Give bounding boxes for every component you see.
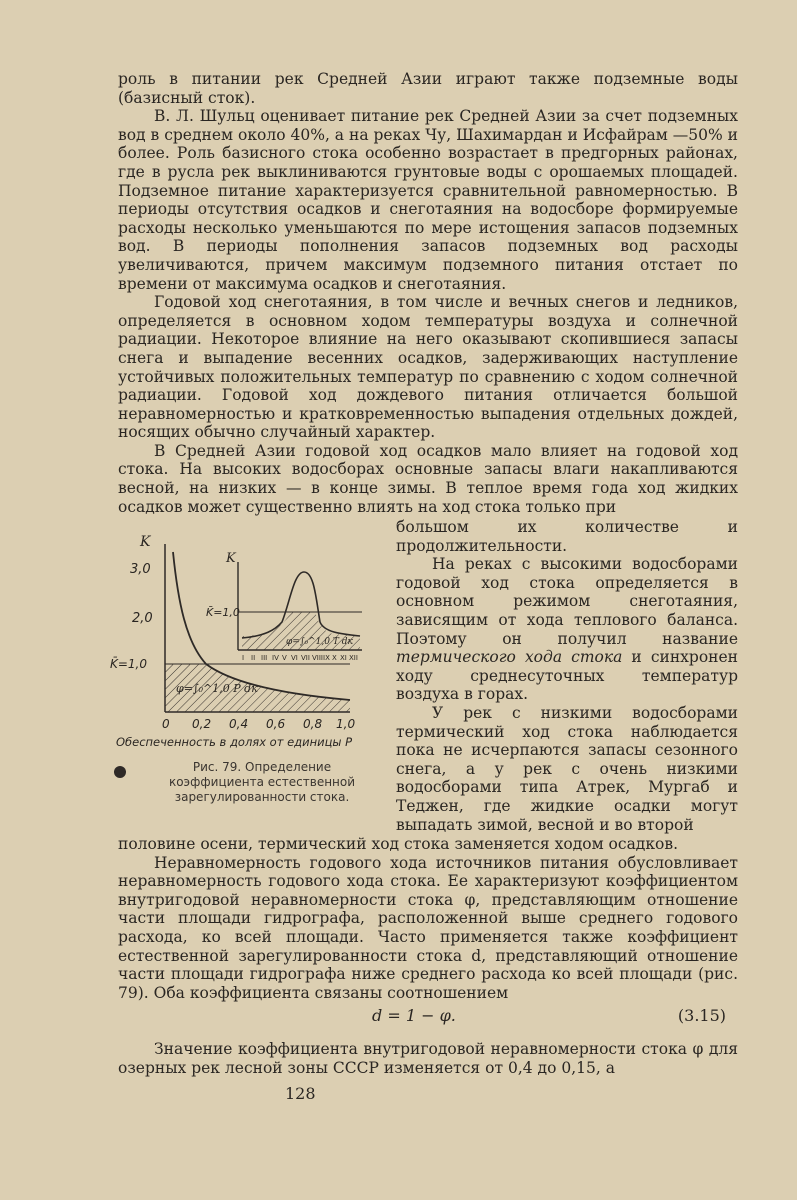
x-tick-10: 1,0	[336, 717, 356, 731]
figure-79-graphic	[110, 532, 380, 752]
paragraph-lake-rivers: Значение коэффициента внутригодовой неравномерности стока φ для озерных рек лесной зоны СССР изменяется от 0,4 до 0,15, а	[118, 1040, 738, 1077]
right-y-label: K	[226, 551, 236, 566]
paragraph-central-asia: В Средней Азии годовой ход осадков мало влияет на годовой ход стока. На высоких водосборах основные запасы влаги накапливаются весной, на низких — в конце зимы. В теплое время года ход жидких осадков может существенно влиять на ход стока только при	[118, 441, 738, 516]
right-mean-label: K̄=1,0	[206, 606, 240, 619]
side-p2-text-a: На реках с высокими водосборами годовой ход стока определяется в основном режимом снеготаяния, зависящим от хода теплового баланса. Поэтому он получил название	[396, 555, 738, 648]
caption-text: Рис. 79. Определение коэффициента естественной зарегулированности стока.	[168, 760, 356, 804]
month-label: XI	[340, 654, 347, 662]
month-label: IV	[272, 654, 279, 662]
left-tick-3: 3,0	[130, 562, 151, 577]
formula-3-15	[118, 1006, 738, 1028]
month-label: VII	[301, 654, 310, 662]
x-tick-02: 0,2	[192, 717, 212, 731]
month-labels	[242, 654, 358, 662]
x-tick-06: 0,6	[266, 717, 286, 731]
x-tick-0: 0	[162, 717, 170, 731]
formula-body: d = 1 − φ.	[372, 1006, 456, 1025]
side-paragraph-3: У рек с низкими водосборами термический ход стока наблюдается пока не исчерпаются запасы сезонного снега, а у рек с очень низкими водосборами типа Атрек, Мургаб и Теджен, где жидкие осадки могут выпадать зимой, весной и во второй	[396, 703, 738, 834]
month-label: III	[261, 654, 268, 662]
x-tick-04: 0,4	[229, 717, 249, 731]
month-label: IX	[323, 654, 330, 662]
figure-caption	[118, 760, 378, 805]
formula-number: (3.15)	[677, 1006, 726, 1025]
left-tick-mean: K̄=1,0	[110, 657, 148, 671]
left-y-label: K	[140, 534, 151, 550]
month-label: II	[251, 654, 256, 662]
side-text-block	[396, 518, 738, 834]
month-label: VI	[291, 654, 298, 662]
figure-79	[110, 532, 380, 756]
x-axis-label: Обеспеченность в долях от единицы P	[116, 735, 353, 749]
month-label: V	[282, 654, 287, 662]
paragraph-autumn: половине осени, термический ход стока заменяется ходом осадков.	[118, 835, 679, 853]
paragraph-irregularity: Неравномерность годового хода источников питания обусловливает неравномерность годового хода стока. Ее характеризуют коэффициентом внутригодовой неравномерности стока φ, представляющим отношение части площади гидрографа, расположенной выше среднего годового расхода, ко всей площади. Часто применяется также коэффициент естественной зарегулированности стока d, представляющий отношение части площади гидрографа ниже среднего расхода ко всей площади (рис. 79). Оба коэффициента связаны соотношением	[118, 853, 738, 1002]
last-paragraph-block	[118, 1040, 738, 1077]
bullet-dot-icon	[114, 766, 126, 778]
x-tick-08: 0,8	[303, 717, 323, 731]
left-formula: φ=∫₀^1,0 P dк	[176, 682, 258, 695]
term-emphasis: термического хода стока	[396, 648, 623, 667]
paragraph-shulz: В. Л. Шульц оценивает питание рек Средней Азии за счет подземных вод в среднем около 40%, а на реках Чу, Шахимардан и Исфайрам —50% и более. Роль базисного стока особенно возрастает в предгорных районах, где в русла рек выклиниваются грунтовые воды с орошаемых площадей. Подземное питание характеризуется сравнительной равномерностью. В периоды отсутствия осадков и снеготаяния на водосборе формируемые расходы несколько уменьшаются по мере истощения запасов подземных вод. В периоды пополнения запасов подземных вод расходы увеличиваются, причем максимум подземного питания отстает по времени от максимума осадков и снеготаяния.	[118, 107, 738, 293]
month-label: I	[242, 654, 245, 662]
left-tick-2: 2,0	[132, 611, 153, 626]
right-formula: φ=∫₀^1,0 T dк	[286, 637, 353, 647]
side-paragraph-1: большом их количестве и продолжительности.	[396, 518, 738, 555]
month-label: X	[332, 654, 337, 662]
paragraph-snowmelt: Годовой ход снеготаяния, в том числе и вечных снегов и ледников, определяется в основном ходом температуры воздуха и солнечной радиации. Некоторое влияние на него оказывают скопившиеся запасы снега и выпадение весенних осадков, задерживающих наступление устойчивых положительных температур по сравнению с ходом солнечной радиации. Годовой ход дождевого питания отличается большой неравномерностью и кратковременностью выпадения отдельных дождей, носящих обычно случайный характер.	[118, 293, 738, 442]
paragraph-continuation: роль в питании рек Средней Азии играют также подземные воды (базисный сток).	[118, 70, 738, 107]
side-paragraph-2	[396, 555, 738, 704]
bottom-text-block	[118, 835, 738, 1002]
month-label: VIII	[312, 654, 323, 662]
page-number: 128	[285, 1084, 316, 1103]
month-label: XII	[349, 654, 358, 662]
top-text-block	[118, 70, 738, 516]
side-p2-text-b: и синхронен ходу среднесуточных температур воздуха в горах.	[396, 648, 738, 704]
